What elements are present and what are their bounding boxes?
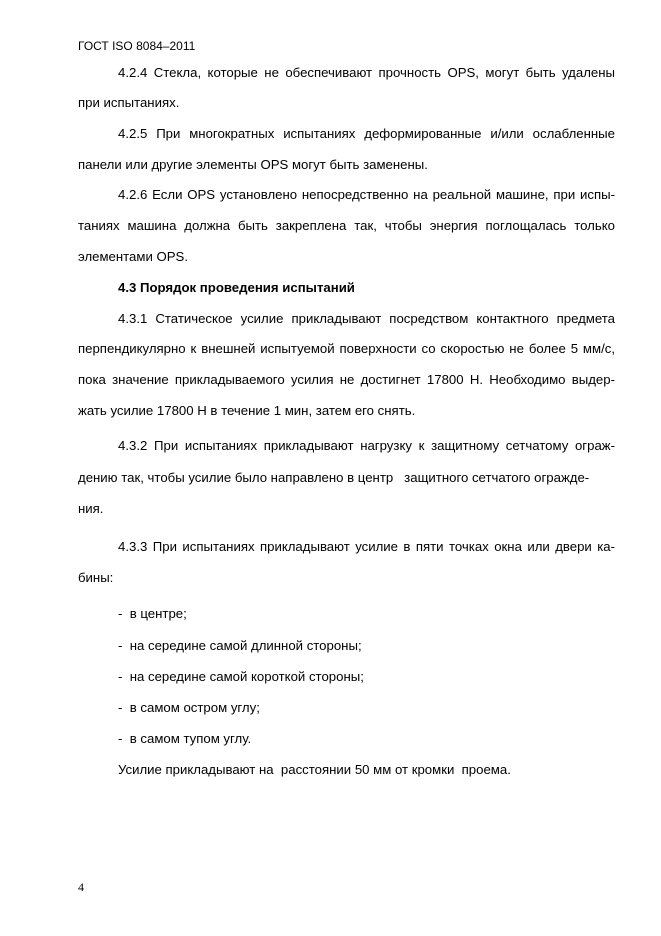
paragraph-line: элементами OPS. [78,249,188,264]
paragraph-line: 4.2.6 Если OPS установлено непосредственно на реальной машине, при испы- [118,187,615,202]
paragraph-line: 4.3.2 При испытаниях прикладывают нагрузку к защитному сетчатому ограж- [118,438,615,453]
paragraph-line: дению так, чтобы усилие было направлено в центр защитного сетчатого огражде- [78,470,590,485]
paragraph-line: 4.3.1 Статическое усилие прикладывают посредством контактного предмета [118,311,615,326]
paragraph-line: 4.2.4 Стекла, которые не обеспечивают прочность OPS, могут быть удалены [118,65,615,80]
paragraph-line: пока значение прикладываемого усилия не достигнет 17800 Н. Необходимо выдер- [78,372,615,387]
list-item: - на середине самой длинной стороны; [118,638,362,653]
paragraph-line: 4.3.3 При испытаниях прикладывают усилие в пяти точках окна или двери ка- [118,539,615,554]
paragraph-line: панели или другие элементы OPS могут быть заменены. [78,157,428,172]
paragraph-line: Усилие прикладывают на расстоянии 50 мм от кромки проема. [118,762,511,777]
list-item: - в самом остром углу; [118,700,260,715]
page-number: 4 [78,880,84,894]
section-title: 4.3 Порядок проведения испытаний [118,280,355,295]
list-item: - в самом тупом углу. [118,731,252,746]
paragraph-line: таниях машина должна быть закреплена так, чтобы энергия поглощалась только [78,218,615,233]
document-header: ГОСТ ISO 8084–2011 [78,39,196,53]
paragraph-line: при испытаниях. [78,95,180,110]
paragraph-line: 4.2.5 При многократных испытаниях деформированные и/или ослабленные [118,126,615,141]
list-item: - на середине самой короткой стороны; [118,669,364,684]
paragraph-line: ния. [78,501,104,516]
paragraph-line: бины: [78,570,114,585]
paragraph-line: перпендикулярно к внешней испытуемой поверхности со скоростью не более 5 мм/с, [78,341,615,356]
paragraph-line: жать усилие 17800 Н в течение 1 мин, затем его снять. [78,403,416,418]
list-item: - в центре; [118,606,187,621]
